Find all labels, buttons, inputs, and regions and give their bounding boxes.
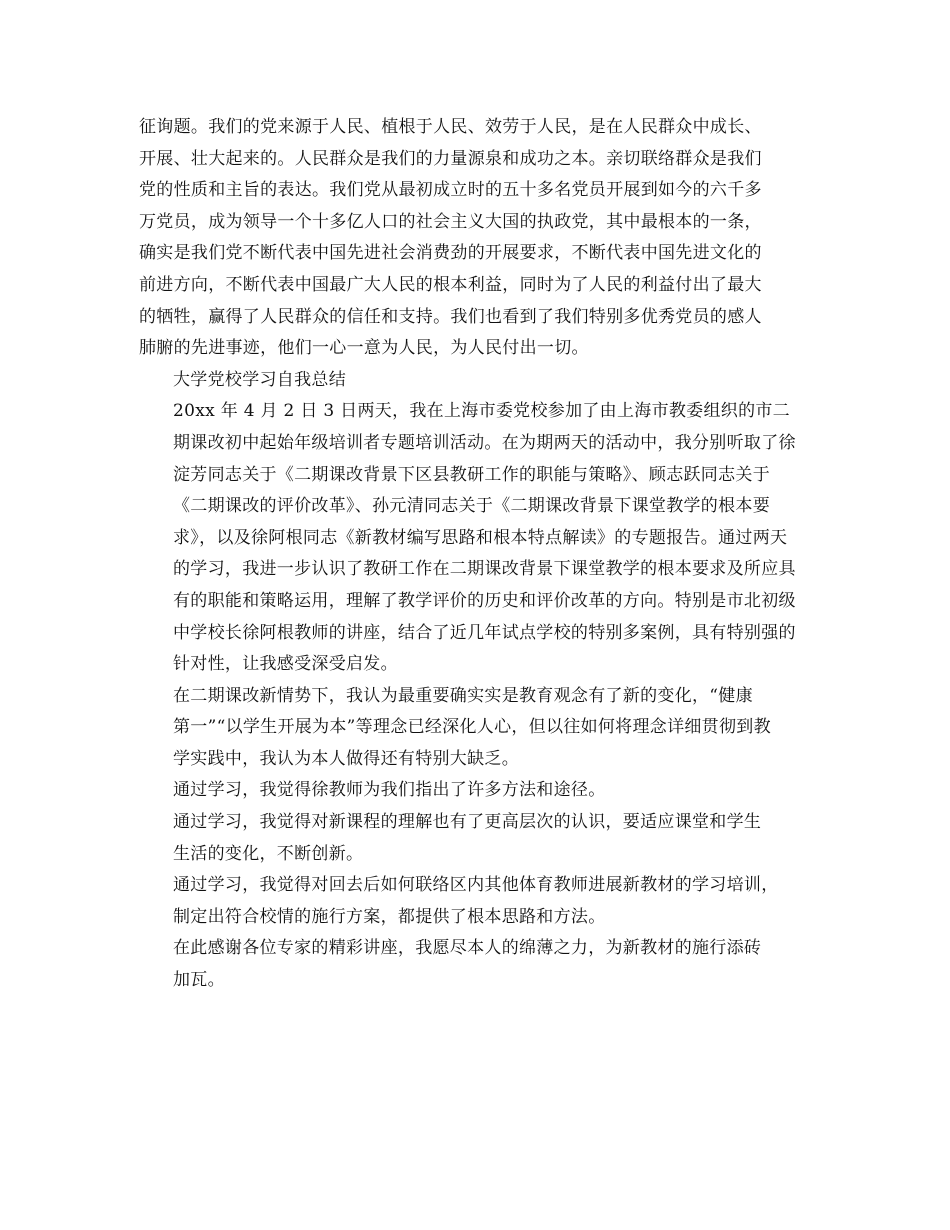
text-line: 的牺牲，赢得了人民群众的信任和支持。我们也看到了我们特别多优秀党员的感人 [139,306,762,327]
paragraph [139,365,815,397]
text-line: 学实践中，我认为本人做得还有特别大缺乏。 [173,748,519,769]
text-line: 征询题。我们的党来源于人民、植根于人民、效劳于人民，是在人民群众中成长、 [139,117,762,137]
text-line: 党的性质和主旨的表达。我们党从最初成立时的五十多名党员开展到如今的六千多 [139,180,762,201]
text-line: 第一”“以学生开展为本”等理念已经深化人心，但以往如何将理念详细贯彻到教 [173,717,771,738]
paragraph [139,870,815,933]
text-line: 20xx 年 4 月 2 日 3 日两天，我在上海市委党校参加了由上海市教委组织的市二 [173,401,790,422]
text-line: 有的职能和策略运用，理解了教学评价的历史和评价改革的方向。特别是市北初级 [173,590,796,611]
paragraph [139,775,815,807]
paragraph [139,396,815,680]
text-line: 通过学习，我觉得徐教师为我们指出了许多方法和途径。 [173,780,606,801]
text-line: 加瓦。 [173,970,225,991]
text-line: 的学习，我进一步认识了教研工作在二期课改背景下课堂教学的根本要求及所应具 [173,559,796,580]
text-line: 通过学习，我觉得对回去后如何联络区内其他体育教师进展新教材的学习培训， [173,875,779,896]
text-line: 中学校长徐阿根教师的讲座，结合了近几年试点学校的特别多案例，具有特别强的 [173,622,796,643]
text-line: 针对性，让我感受深受启发。 [173,654,398,675]
text-line: 大学党校学习自我总结 [173,369,346,390]
text-line: 确实是我们党不断代表中国先进社会消费劲的开展要求，不断代表中国先进文化的 [139,243,762,264]
text-line: 在此感谢各位专家的精彩讲座，我愿尽本人的绵薄之力，为新教材的施行添砖 [173,938,762,959]
text-line: 《二期课改的评价改革》、孙元清同志关于《二期课改背景下课堂教学的根本要 [173,496,770,517]
paragraph [139,933,815,996]
text-line: 期课改初中起始年级培训者专题培训活动。在为期两天的活动中，我分别听取了徐 [173,432,796,453]
text-line: 前进方向，不断代表中国最广大人民的根本利益，同时为了人民的利益付出了最大 [139,274,762,295]
text-line: 开展、壮大起来的。人民群众是我们的力量源泉和成功之本。亲切联络群众是我们 [139,148,762,169]
text-line: 制定出符合校情的施行方案，都提供了根本思路和方法。 [173,906,606,927]
paragraph [139,807,815,870]
paragraph [139,681,815,776]
text-line: 生活的变化，不断创新。 [173,843,364,864]
text-line: 通过学习，我觉得对新课程的理解也有了更高层次的认识，要适应课堂和学生 [173,812,762,833]
text-line: 求》，以及徐阿根同志《新教材编写思路和根本特点解读》的专题报告。通过两天 [173,527,788,548]
document-body [139,112,815,997]
text-line: 淀芳同志关于《二期课改背景下区县教研工作的职能与策略》、顾志跃同志关于 [173,464,770,485]
paragraph [139,112,815,365]
text-line: 万党员，成为领导一个十多亿人口的社会主义大国的执政党，其中最根本的一条， [139,211,762,232]
text-line: 在二期课改新情势下，我认为最重要确实实是教育观念有了新的变化，“健康 [173,685,753,706]
text-line: 肺腑的先进事迹，他们一心一意为人民，为人民付出一切。 [139,338,589,359]
